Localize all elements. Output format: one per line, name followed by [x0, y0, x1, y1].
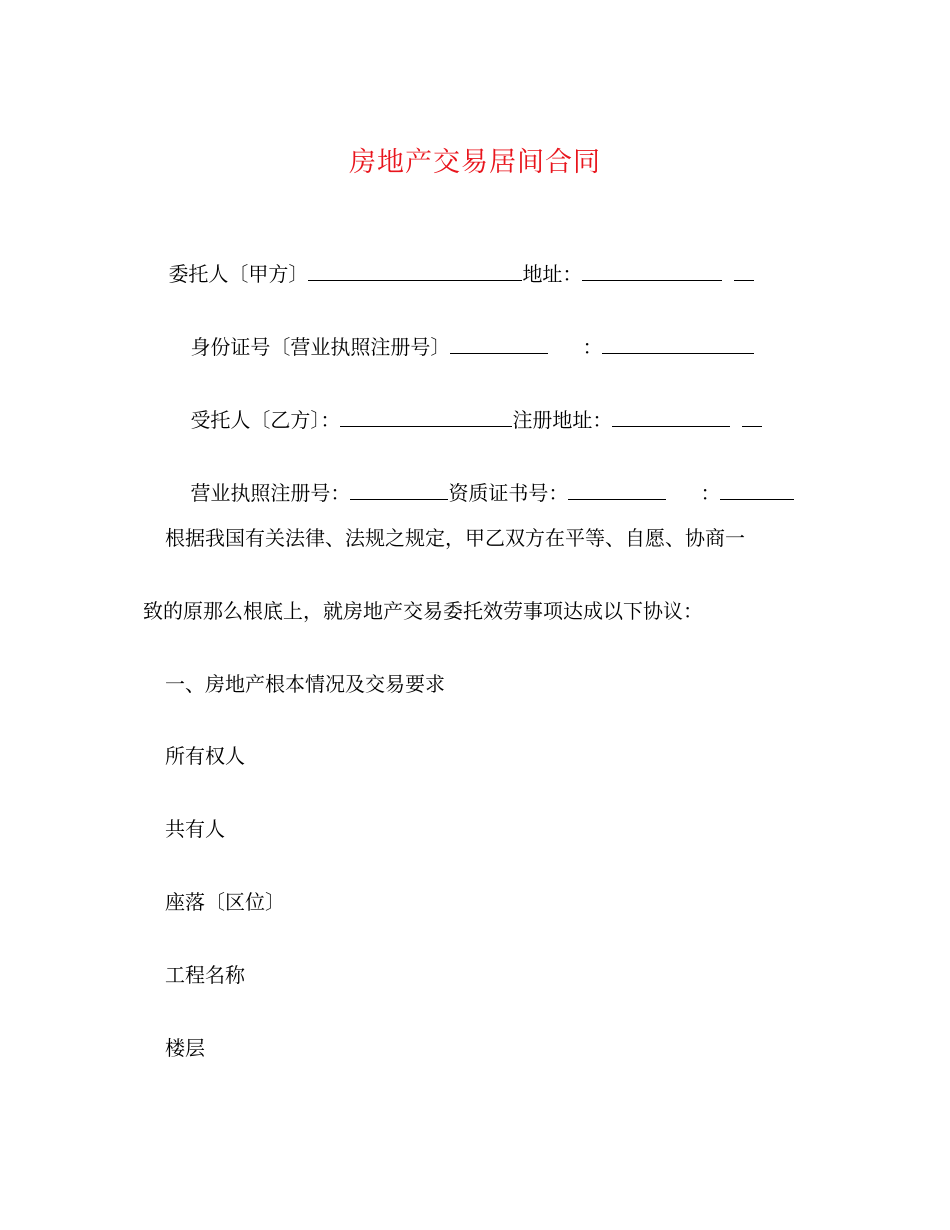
license-number-blank — [350, 481, 448, 500]
id-number-blank — [450, 335, 548, 354]
license-colon: ： — [700, 481, 721, 505]
field-floor: 楼层 — [165, 1036, 205, 1060]
party-b-line — [165, 378, 762, 462]
party-b-address-blank-tail — [742, 408, 762, 427]
field-location: 座落〔区位〕 — [165, 890, 285, 914]
license-extra-blank — [720, 481, 794, 500]
preamble-line-1: 根据我国有关法律、法规之规定，甲乙双方在平等、自愿、协商一 — [165, 526, 745, 550]
id-extra-blank — [602, 335, 754, 354]
party-a-line — [143, 232, 754, 316]
party-b-name-blank — [340, 408, 512, 427]
section-1-heading: 一、房地产根本情况及交易要求 — [165, 672, 445, 696]
qualification-number-blank — [568, 481, 666, 500]
party-a-name-blank — [308, 262, 522, 281]
field-owner: 所有权人 — [165, 744, 245, 768]
qualification-label: 资质证书号： — [448, 481, 569, 505]
document-title: 房地产交易居间合同 — [349, 147, 601, 178]
party-a-address-blank — [582, 262, 722, 281]
license-line — [165, 451, 794, 535]
party-b-address-blank — [612, 408, 730, 427]
party-a-label: 委托人〔甲方〕 — [168, 262, 309, 286]
party-b-label: 受托人〔乙方〕： — [190, 408, 341, 432]
license-label: 营业执照注册号： — [190, 481, 351, 505]
id-colon: ： — [582, 335, 603, 359]
preamble-line-2: 致的原那么根底上，就房地产交易委托效劳事项达成以下协议： — [143, 599, 703, 623]
id-label: 身份证号〔营业执照注册号〕 — [190, 335, 451, 359]
party-a-address-label: 地址： — [522, 262, 583, 286]
party-a-address-blank-tail — [734, 262, 754, 281]
party-b-address-label: 注册地址： — [512, 408, 613, 432]
id-line — [165, 305, 754, 389]
field-project-name: 工程名称 — [165, 963, 245, 987]
field-co-owner: 共有人 — [165, 817, 225, 841]
